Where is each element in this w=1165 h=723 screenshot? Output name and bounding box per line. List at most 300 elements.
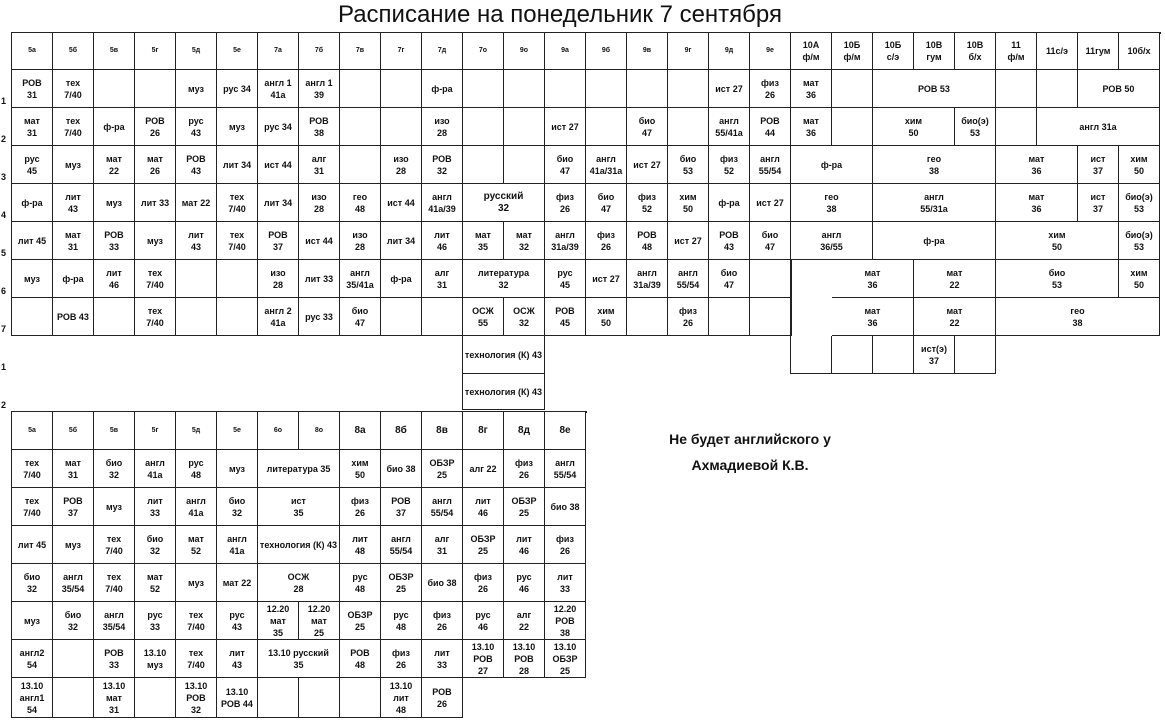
schedule-cell: РОВ 37	[53, 488, 94, 526]
schedule-cell: тех 7/40	[94, 526, 135, 564]
schedule-cell: тех 7/40	[176, 640, 217, 678]
schedule-cell: мат 31	[12, 108, 53, 146]
schedule-cell: РОВ 45	[545, 298, 586, 336]
schedule-cell	[1037, 70, 1078, 108]
schedule-cell: РОВ 37	[381, 488, 422, 526]
row-number: 2	[1, 134, 7, 144]
schedule-cell: ист 27	[750, 184, 791, 222]
schedule-cell: ОБЗР 25	[340, 602, 381, 640]
class-header-cell: 8о	[299, 412, 340, 450]
schedule-cell: англ2 54	[12, 640, 53, 678]
schedule-cell: био 47	[545, 146, 586, 184]
schedule-cell	[668, 70, 709, 108]
schedule-cell: РОВ 43	[709, 222, 750, 260]
schedule-cell: англ 31а/39	[627, 260, 668, 298]
schedule-cell: РОВ 31	[12, 70, 53, 108]
schedule-cell: био 32	[12, 564, 53, 602]
schedule-cell: ф-ра	[791, 146, 873, 184]
class-header-cell: 5а	[12, 33, 53, 70]
class-header-cell: 6о	[258, 412, 299, 450]
schedule-cell: англ 55/54	[545, 450, 586, 488]
schedule-cell	[340, 678, 381, 718]
schedule-cell: физ 26	[504, 450, 545, 488]
schedule-cell: муз	[94, 184, 135, 222]
schedule-cell: лит 33	[135, 488, 176, 526]
class-header-cell: 5в	[94, 33, 135, 70]
schedule-cell: ист 27	[627, 146, 668, 184]
schedule-cell: рус 43	[217, 602, 258, 640]
schedule-cell	[463, 146, 504, 184]
schedule-cell: изо 28	[381, 146, 422, 184]
schedule-cell: ист 27	[709, 70, 750, 108]
schedule-cell	[791, 336, 832, 374]
schedule-cell: мат 22	[217, 564, 258, 602]
schedule-cell: изо 28	[422, 108, 463, 146]
schedule-cell: ф-ра	[12, 184, 53, 222]
schedule-cell: физ 26	[422, 602, 463, 640]
schedule-cell: лит 45	[12, 526, 53, 564]
schedule-cell: ист 44	[381, 184, 422, 222]
schedule-cell: 13.10 русский 35	[258, 640, 340, 678]
schedule-cell: 13.10 РОВ 44	[217, 678, 258, 718]
class-header-cell: 5в	[94, 412, 135, 450]
schedule-cell	[217, 260, 258, 298]
schedule-cell: хим 50	[873, 108, 955, 146]
schedule-cell: лит 45	[12, 222, 53, 260]
schedule-cell: мат 22	[176, 184, 217, 222]
schedule-cell: 10А ф/м	[791, 33, 832, 70]
schedule-cell: ист 37	[1078, 146, 1119, 184]
class-header-cell: 7о	[463, 33, 504, 70]
schedule-cell: био 38	[381, 450, 422, 488]
schedule-cell: муз	[94, 488, 135, 526]
schedule-cell: хим 50	[340, 450, 381, 488]
schedule-cell: муз	[12, 260, 53, 298]
schedule-cell: ф-ра	[381, 260, 422, 298]
schedule-cell	[381, 298, 422, 336]
schedule-cell: муз	[217, 450, 258, 488]
schedule-cell: алг 22	[504, 602, 545, 640]
schedule-cell: мат 22	[914, 298, 996, 336]
schedule-cell: англ 41а/31а	[586, 146, 627, 184]
class-header-cell: 9о	[504, 33, 545, 70]
page-title: Расписание на понедельник 7 сентября	[338, 1, 782, 28]
class-header-cell: 8в	[422, 412, 463, 450]
schedule-cell	[996, 108, 1037, 146]
schedule-cell: физ 52	[709, 146, 750, 184]
schedule-cell: англ 35/54	[53, 564, 94, 602]
schedule-cell: био 32	[94, 450, 135, 488]
schedule-cell: лит 33	[422, 640, 463, 678]
schedule-cell	[832, 336, 873, 374]
schedule-cell: физ 26	[463, 564, 504, 602]
schedule-cell: рус 45	[545, 260, 586, 298]
schedule-cell: лит 48	[340, 526, 381, 564]
schedule-cell: 13.10 мат 31	[94, 678, 135, 718]
schedule-cell: хим 50	[1119, 146, 1160, 184]
schedule-cell: РОВ 43	[53, 298, 94, 336]
schedule-cell	[586, 70, 627, 108]
class-header-cell: 9г	[668, 33, 709, 70]
schedule-cell	[832, 108, 873, 146]
schedule-cell: био 32	[53, 602, 94, 640]
schedule-cell: ист(э) 37	[914, 336, 955, 374]
schedule-cell: тех 7/40	[53, 108, 94, 146]
schedule-cell: алг 22	[463, 450, 504, 488]
schedule-cell: алг 31	[422, 526, 463, 564]
schedule-cell: гео 38	[791, 184, 873, 222]
class-header-cell: 7а	[258, 33, 299, 70]
schedule-cell: 10В гум	[914, 33, 955, 70]
schedule-cell: рус 45	[12, 146, 53, 184]
schedule-cell: мат 31	[53, 450, 94, 488]
schedule-cell	[463, 70, 504, 108]
schedule-cell: хим 50	[668, 184, 709, 222]
schedule-cell: РОВ 38	[299, 108, 340, 146]
schedule-cell: муз	[176, 564, 217, 602]
schedule-cell: англ 55/54	[381, 526, 422, 564]
schedule-cell: био 47	[709, 260, 750, 298]
class-header-cell: 8б	[381, 412, 422, 450]
schedule-cell: хим 50	[586, 298, 627, 336]
schedule-cell: рус 46	[463, 602, 504, 640]
schedule-cell: 10б/х	[1119, 33, 1160, 70]
schedule-cell: литература 35	[258, 450, 340, 488]
schedule-cell: био 53	[996, 260, 1119, 298]
schedule-cell: тех 7/40	[94, 564, 135, 602]
schedule-cell: РОВ 33	[94, 222, 135, 260]
schedule-cell: технология (К) 43	[463, 336, 545, 374]
schedule-cell: тех 7/40	[12, 488, 53, 526]
class-header-cell: 8а	[340, 412, 381, 450]
schedule-cell	[545, 70, 586, 108]
schedule-cell	[709, 298, 750, 336]
schedule-cell: РОВ 44	[750, 108, 791, 146]
schedule-cell: мат 36	[996, 184, 1078, 222]
schedule-cell	[176, 298, 217, 336]
schedule-cell: изо 28	[340, 222, 381, 260]
schedule-cell	[504, 70, 545, 108]
schedule-cell: 10Б с/э	[873, 33, 914, 70]
schedule-cell: англ 41а	[217, 526, 258, 564]
schedule-cell	[504, 108, 545, 146]
schedule-cell: РОВ 33	[94, 640, 135, 678]
schedule-cell: технология (К) 43	[463, 374, 545, 410]
schedule-cell: рус 48	[176, 450, 217, 488]
schedule-cell: ОБЗР 25	[422, 450, 463, 488]
schedule-cell: англ 55/41а	[709, 108, 750, 146]
schedule-cell: 12.20 РОВ 38	[545, 602, 586, 640]
schedule-cell: рус 34	[217, 70, 258, 108]
schedule-cell: ист 35	[258, 488, 340, 526]
schedule-cell	[463, 108, 504, 146]
class-header-cell: 5г	[135, 33, 176, 70]
class-header-cell: 7г	[381, 33, 422, 70]
class-header-cell: 7в	[340, 33, 381, 70]
schedule-cell: технология (К) 43	[258, 526, 340, 564]
schedule-cell: био 32	[217, 488, 258, 526]
schedule-cell: лит 34	[217, 146, 258, 184]
schedule-cell	[217, 298, 258, 336]
schedule-cell: физ 26	[668, 298, 709, 336]
schedule-cell: рус 43	[176, 108, 217, 146]
schedule-cell: био 38	[422, 564, 463, 602]
schedule-cell: РОВ 43	[176, 146, 217, 184]
schedule-cell: англ 41а/39	[422, 184, 463, 222]
schedule-cell	[340, 70, 381, 108]
schedule-cell: муз	[12, 602, 53, 640]
schedule-cell: тех 7/40	[176, 602, 217, 640]
schedule-cell	[176, 260, 217, 298]
class-header-cell: 9д	[709, 33, 750, 70]
schedule-cell: био 47	[627, 108, 668, 146]
schedule-cell: био 53	[668, 146, 709, 184]
schedule-cell: лит 34	[258, 184, 299, 222]
schedule-cell: ОБЗР 25	[463, 526, 504, 564]
row-number: 1	[1, 362, 7, 372]
schedule-cell: гео 38	[873, 146, 996, 184]
schedule-cell	[504, 146, 545, 184]
class-header-cell: 5е	[217, 33, 258, 70]
schedule-cell: 13.10 лит 48	[381, 678, 422, 718]
schedule-cell: лит 43	[176, 222, 217, 260]
row-number: 6	[1, 286, 7, 296]
schedule-cell: лит 46	[463, 488, 504, 526]
schedule-cell: лит 34	[381, 222, 422, 260]
schedule-cell: ист 27	[586, 260, 627, 298]
schedule-cell: 10Б ф/м	[832, 33, 873, 70]
schedule-cell: англ 31а/39	[545, 222, 586, 260]
schedule-cell: физ 26	[586, 222, 627, 260]
row-number: 4	[1, 210, 7, 220]
schedule-cell: ф-ра	[94, 108, 135, 146]
schedule-cell: ист 27	[545, 108, 586, 146]
class-header-cell: 5г	[135, 412, 176, 450]
schedule-cell: мат 36	[791, 108, 832, 146]
schedule-cell: 13.10 англ1 54	[12, 678, 53, 718]
schedule-cell	[627, 70, 668, 108]
notice-text: Не будет английского у Ахмадиевой К.В.	[669, 431, 831, 473]
schedule-cell	[53, 640, 94, 678]
schedule-cell: мат 52	[176, 526, 217, 564]
schedule-cell	[422, 298, 463, 336]
class-header-cell: 8д	[504, 412, 545, 450]
schedule-cell: 13.10 РОВ 32	[176, 678, 217, 718]
schedule-cell: муз	[135, 222, 176, 260]
class-header-cell: 9е	[750, 33, 791, 70]
schedule-cell: ОСЖ 32	[504, 298, 545, 336]
schedule-cell: физ 26	[545, 184, 586, 222]
schedule-cell: мат 36	[996, 146, 1078, 184]
schedule-cell: мат 36	[832, 260, 914, 298]
schedule-cell: алг 31	[422, 260, 463, 298]
schedule-cell: лит 43	[217, 640, 258, 678]
schedule-cell	[135, 678, 176, 718]
schedule-cell	[381, 70, 422, 108]
schedule-cell: ф-ра	[422, 70, 463, 108]
schedule-cell: рус 34	[258, 108, 299, 146]
class-header-cell: 7б	[299, 33, 340, 70]
schedule-cell: тех 7/40	[12, 450, 53, 488]
schedule-cell: физ 26	[381, 640, 422, 678]
schedule-cell: муз	[217, 108, 258, 146]
schedule-cell: англ 31а	[1037, 108, 1160, 146]
schedule-cell: англ 2 41а	[258, 298, 299, 336]
schedule-cell	[135, 70, 176, 108]
class-header-cell: 7д	[422, 33, 463, 70]
schedule-cell: англ 41а	[176, 488, 217, 526]
schedule-cell: РОВ 26	[135, 108, 176, 146]
class-header-cell: 8г	[463, 412, 504, 450]
schedule-cell: физ 52	[627, 184, 668, 222]
schedule-cell: лит 46	[94, 260, 135, 298]
schedule-cell: био 47	[586, 184, 627, 222]
schedule-cell: изо 28	[258, 260, 299, 298]
schedule-cell: физ 26	[545, 526, 586, 564]
class-header-cell: 5б	[53, 412, 94, 450]
schedule-cell: англ 55/54	[750, 146, 791, 184]
schedule-cell	[955, 336, 996, 374]
schedule-cell: РОВ 50	[1078, 70, 1160, 108]
schedule-cell: 13.10 ОБЗР 25	[545, 640, 586, 678]
schedule-cell: физ 26	[750, 70, 791, 108]
class-header-cell: 9в	[627, 33, 668, 70]
schedule-cell: англ 1 41а	[258, 70, 299, 108]
schedule-cell: тех 7/40	[135, 260, 176, 298]
schedule-cell: ист 44	[299, 222, 340, 260]
schedule-cell: ОСЖ 28	[258, 564, 340, 602]
schedule-cell: лит 33	[135, 184, 176, 222]
schedule-cell: тех 7/40	[217, 222, 258, 260]
schedule-cell: био(э) 53	[1119, 222, 1160, 260]
schedule-cell	[340, 108, 381, 146]
schedule-cell: мат 22	[94, 146, 135, 184]
class-header-cell: 5д	[176, 33, 217, 70]
schedule-cell: био(э) 53	[955, 108, 996, 146]
schedule-cell: 11с/э	[1037, 33, 1078, 70]
schedule-cell	[586, 108, 627, 146]
schedule-cell: мат 52	[135, 564, 176, 602]
schedule-cell	[873, 336, 914, 374]
schedule-cell: лит 43	[53, 184, 94, 222]
schedule-cell: РОВ 32	[422, 146, 463, 184]
schedule-cell: РОВ 48	[340, 640, 381, 678]
schedule-cell	[996, 70, 1037, 108]
schedule-cell: 12.20 мат 35	[258, 602, 299, 640]
schedule-cell: био 47	[340, 298, 381, 336]
row-number: 5	[1, 248, 7, 258]
schedule-cell: РОВ 53	[873, 70, 996, 108]
schedule-cell: рус 46	[504, 564, 545, 602]
schedule-cell: англ 55/31а	[873, 184, 996, 222]
schedule-cell: 13.10 РОВ 28	[504, 640, 545, 678]
class-header-cell: 5а	[12, 412, 53, 450]
schedule-cell: мат 26	[135, 146, 176, 184]
schedule-cell	[381, 108, 422, 146]
class-header-cell: русский 32	[463, 184, 545, 222]
schedule-cell: хим 50	[1119, 260, 1160, 298]
schedule-cell: муз	[53, 146, 94, 184]
class-header-cell: 5е	[217, 412, 258, 450]
schedule-cell	[750, 298, 791, 336]
schedule-cell: био 47	[750, 222, 791, 260]
schedule-cell: англ 35/54	[94, 602, 135, 640]
schedule-cell: ОСЖ 55	[463, 298, 504, 336]
schedule-cell: 13.10 муз	[135, 640, 176, 678]
schedule-cell	[668, 108, 709, 146]
schedule-cell: ф-ра	[873, 222, 996, 260]
schedule-cell: 11 ф/м	[996, 33, 1037, 70]
schedule-cell: рус 33	[299, 298, 340, 336]
schedule-cell: тех 7/40	[135, 298, 176, 336]
schedule-cell	[258, 678, 299, 718]
schedule-cell	[627, 298, 668, 336]
schedule-cell: рус 33	[135, 602, 176, 640]
row-number: 7	[1, 324, 7, 334]
schedule-cell: био(э) 53	[1119, 184, 1160, 222]
schedule-cell: англ 55/54	[668, 260, 709, 298]
schedule-cell	[53, 678, 94, 718]
schedule-cell: ф-ра	[709, 184, 750, 222]
schedule-cell: тех 7/40	[53, 70, 94, 108]
schedule-cell	[299, 678, 340, 718]
schedule-cell: био 38	[545, 488, 586, 526]
schedule-cell: мат 32	[504, 222, 545, 260]
schedule-cell: лит 46	[504, 526, 545, 564]
schedule-cell: рус 48	[381, 602, 422, 640]
schedule-cell: англ 41а	[135, 450, 176, 488]
schedule-cell: тех 7/40	[217, 184, 258, 222]
schedule-cell: ист 37	[1078, 184, 1119, 222]
schedule-cell: гео 38	[996, 298, 1160, 336]
schedule-cell: гео 48	[340, 184, 381, 222]
schedule-cell: РОВ 37	[258, 222, 299, 260]
schedule-cell: лит 33	[299, 260, 340, 298]
class-header-cell: 5б	[53, 33, 94, 70]
class-header-cell: 8е	[545, 412, 586, 450]
schedule-cell: РОВ 26	[422, 678, 463, 718]
schedule-cell: физ 26	[340, 488, 381, 526]
schedule-cell: муз	[53, 526, 94, 564]
schedule-cell: мат 36	[791, 70, 832, 108]
schedule-cell: литература 32	[463, 260, 545, 298]
schedule-cell: изо 28	[299, 184, 340, 222]
schedule-cell: англ 1 39	[299, 70, 340, 108]
schedule-cell: 12.20 мат 25	[299, 602, 340, 640]
schedule-cell	[94, 298, 135, 336]
schedule-cell: 10В б/х	[955, 33, 996, 70]
schedule-cell: англ 35/41а	[340, 260, 381, 298]
class-header-cell: 5д	[176, 412, 217, 450]
schedule-cell: мат 22	[914, 260, 996, 298]
schedule-cell: ист 44	[258, 146, 299, 184]
schedule-cell	[750, 260, 791, 298]
schedule-cell: англ 55/54	[422, 488, 463, 526]
schedule-cell: лит 46	[422, 222, 463, 260]
row-number: 1	[1, 96, 7, 106]
schedule-cell: лит 33	[545, 564, 586, 602]
class-header-cell: 9а	[545, 33, 586, 70]
schedule-cell: РОВ 48	[627, 222, 668, 260]
schedule-cell: мат 31	[53, 222, 94, 260]
schedule-cell: ОБЗР 25	[504, 488, 545, 526]
schedule-cell: мат 36	[832, 298, 914, 336]
schedule-cell: рус 48	[340, 564, 381, 602]
schedule-cell: мат 35	[463, 222, 504, 260]
row-number: 3	[1, 172, 7, 182]
schedule-cell: био 32	[135, 526, 176, 564]
schedule-cell	[832, 70, 873, 108]
